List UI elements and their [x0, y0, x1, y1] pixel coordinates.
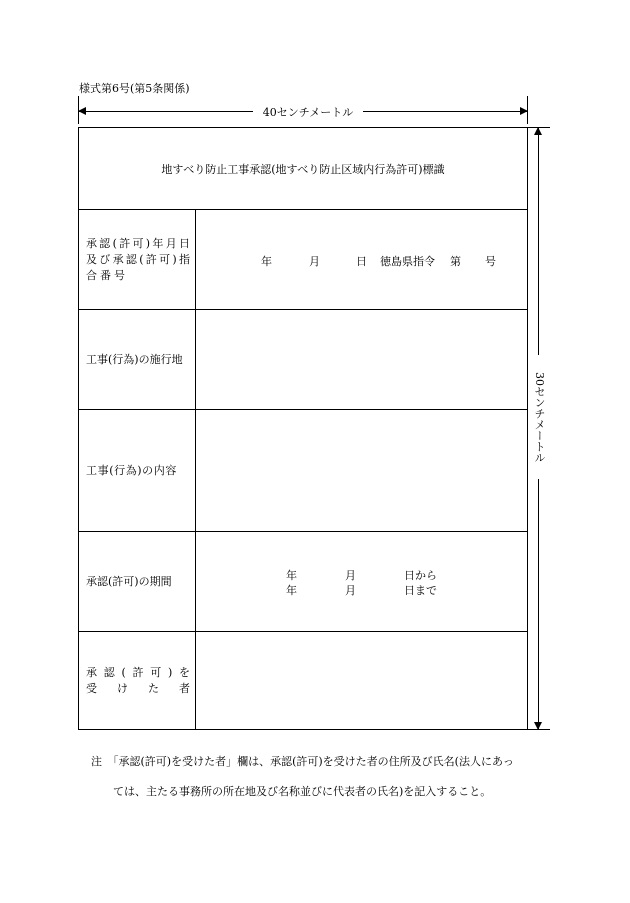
sign-table [78, 127, 528, 730]
issuer-name: 徳島県指令 [380, 255, 435, 268]
number-prefix: 第 [450, 255, 461, 268]
dimension-line [78, 111, 253, 112]
month-unit: 月 [309, 255, 320, 268]
approval-date-row [79, 210, 527, 310]
arrow-down-icon [534, 722, 542, 730]
period-start-suffix: 日から [404, 569, 437, 582]
label-line: 承認(許可)年月日 [86, 236, 190, 250]
period-end-suffix: 日まで [404, 584, 437, 597]
sign-title-row [79, 128, 527, 210]
construction-site-row [79, 310, 527, 410]
sign-title: 地すべり防止工事承認(地すべり防止区域内行為許可)標識 [161, 162, 445, 176]
dimension-line [538, 127, 539, 355]
arrow-right-icon [520, 107, 528, 115]
day-unit: 日 [356, 255, 367, 268]
width-dimension [78, 104, 528, 120]
label-line: 受けた者 [86, 681, 190, 695]
period-start-month-unit: 月 [345, 569, 356, 582]
height-dimension-label: 30センチメートル [533, 371, 546, 463]
height-dimension [530, 127, 548, 730]
number-suffix: 号 [485, 255, 496, 268]
approved-person-value [196, 632, 527, 729]
period-end-year-unit: 年 [286, 584, 297, 597]
approval-period-label: 承認(許可)の期間 [79, 532, 196, 631]
period-end-month-unit: 月 [345, 584, 356, 597]
footnote [91, 747, 514, 807]
label-line: 合番号 [86, 268, 128, 282]
form-number-caption: 様式第6号(第5条関係) [79, 82, 190, 95]
approved-person-row [79, 632, 527, 729]
label-line: 及び承認(許可)指 [86, 252, 190, 266]
label-line: 承認(許可)を [86, 665, 190, 679]
construction-site-value [196, 310, 527, 409]
construction-content-row [79, 410, 527, 532]
year-unit: 年 [261, 255, 272, 268]
approval-period-row [79, 532, 527, 632]
dimension-line [363, 111, 528, 112]
construction-site-label: 工事(行為)の施行地 [79, 310, 196, 409]
approval-period-value [196, 532, 527, 631]
period-start-year-unit: 年 [286, 569, 297, 582]
construction-content-label [79, 410, 196, 531]
footnote-line-1: 注 「承認(許可)を受けた者」欄は、承認(許可)を受けた者の住所及び氏名(法人にあっ [91, 755, 514, 768]
footnote-line-2: ては、主たる事務所の所在地及び名称並びに代表者の氏名)を記入すること。 [113, 785, 492, 798]
width-dimension-label: 40センチメートル [262, 106, 354, 119]
dimension-line [538, 479, 539, 730]
construction-content-value [196, 410, 527, 531]
approval-date-value [196, 210, 527, 309]
approved-person-label [79, 632, 196, 729]
approval-date-label [79, 210, 196, 309]
label-text: 工事(行為)の内容 [86, 463, 177, 477]
